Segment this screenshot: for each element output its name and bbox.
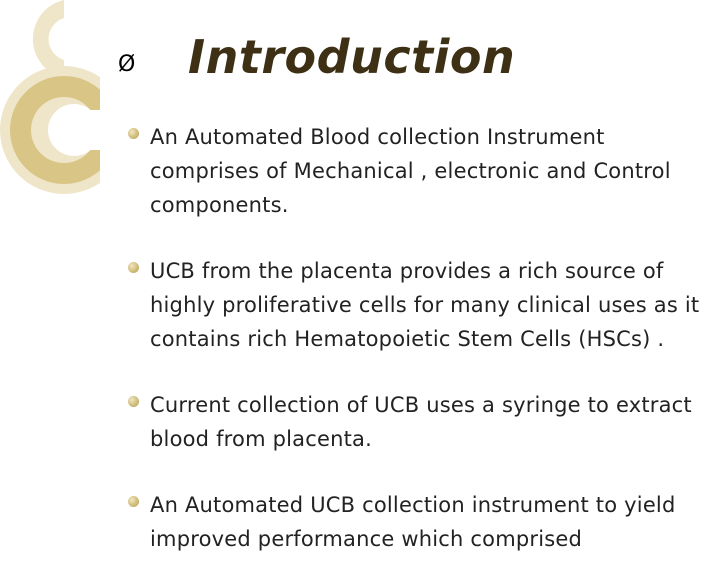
bullet-text: An Automated UCB collection instrument to yield improved performance which comprised <box>150 493 676 551</box>
bullet-dot-icon <box>128 396 139 407</box>
bullet-item <box>128 120 708 222</box>
bullet-list <box>128 120 708 588</box>
arrow-bullet-icon: Ø <box>118 52 136 77</box>
bullet-item <box>128 488 708 556</box>
bullet-text: UCB from the placenta provides a rich source of highly proliferative cells for many clinical uses as it contains rich Hematopoietic Stem Cells (HSCs) . <box>150 259 700 351</box>
bullet-item <box>128 254 708 356</box>
bullet-item <box>128 388 708 456</box>
bullet-text: An Automated Blood collection Instrument comprises of Mechanical , electronic and Control components. <box>150 125 671 217</box>
decorative-c-ornament <box>0 0 100 230</box>
bullet-dot-icon <box>128 128 139 139</box>
bullet-dot-icon <box>128 262 139 273</box>
slide-title: Introduction <box>188 30 516 84</box>
bullet-dot-icon <box>128 496 139 507</box>
bullet-text: Current collection of UCB uses a syringe to extract blood from placenta. <box>150 393 692 451</box>
